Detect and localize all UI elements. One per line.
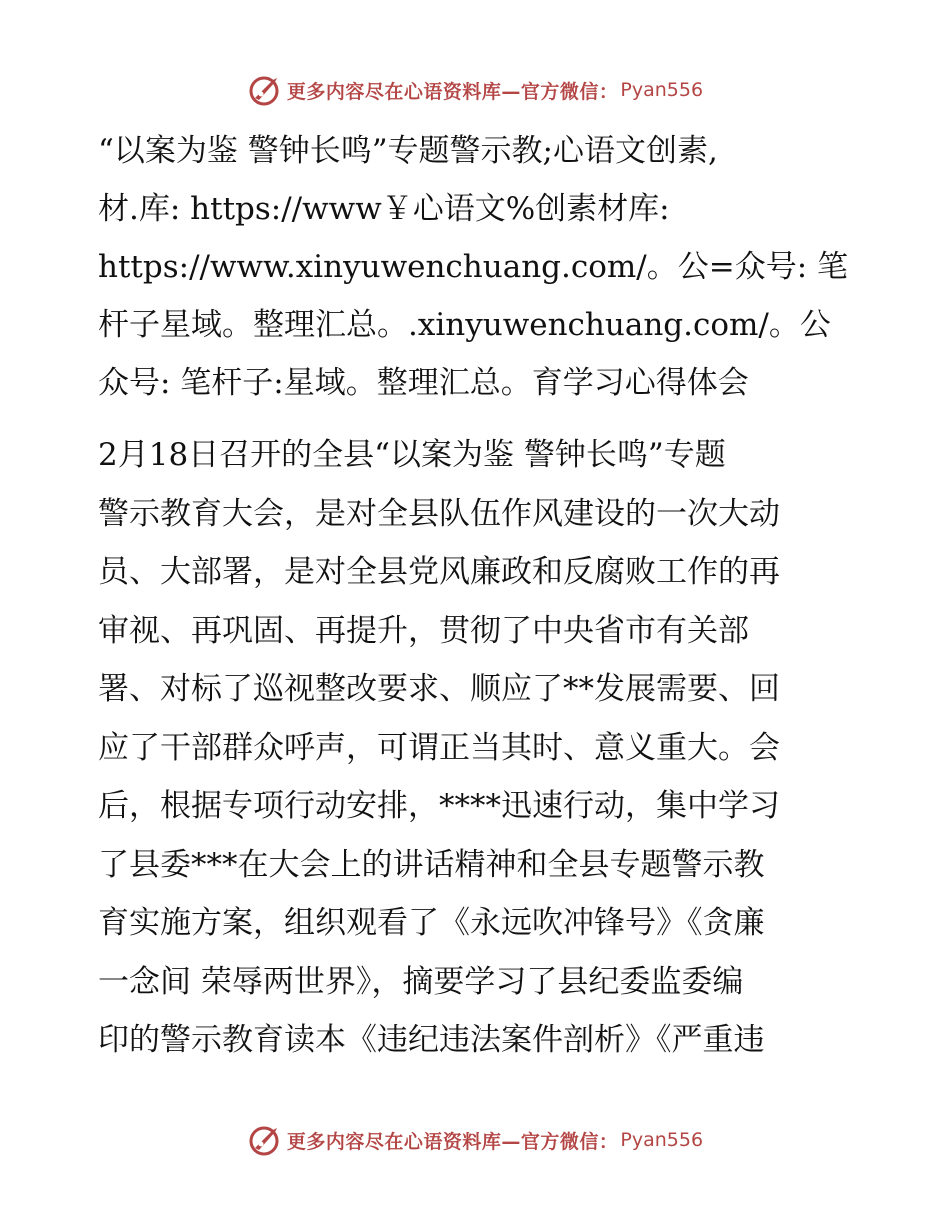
body-line: 印的警示教育读本《违纪违法案件剖析》《严重违: [98, 1022, 765, 1058]
quill-logo-icon: [247, 72, 283, 108]
document-title: [98, 122, 858, 412]
footer-banner: [0, 1120, 950, 1160]
body-line: 了县委***在大会上的讲话精神和全县专题警示教: [98, 846, 765, 883]
body-line: 警示教育大会，是对全县队伍作风建设的一次大动: [98, 495, 780, 532]
banner-contact: Pyan556: [620, 79, 704, 101]
body-line: 一念间 荣辱两世界》，摘要学习了县纪委监委编: [98, 963, 744, 1000]
body-line: 应了干部群众呼声，可谓正当其时、意义重大。会: [98, 729, 780, 766]
body-line: 员、大部署，是对全县党风廉政和反腐败工作的再: [98, 554, 780, 590]
title-line: 众号: 笔杆子:星域。整理汇总。育学习心得体会: [98, 365, 749, 401]
title-line: 材.库: https://www￥心语文%创素材库:: [98, 191, 670, 227]
header-banner: [0, 70, 950, 110]
quill-logo-icon: [247, 1122, 283, 1158]
body-paragraph: [98, 426, 858, 1070]
body-line: 审视、再巩固、再提升，贯彻了中央省市有关部: [98, 612, 749, 649]
body-line: 后，根据专项行动安排，****迅速行动，集中学习: [98, 788, 780, 824]
title-line: 杆子星域。整理汇总。.xinyuwenchuang.com/。公: [98, 307, 831, 343]
title-line: https://www.xinyuwenchuang.com/。公=众号: 笔: [98, 249, 849, 285]
body-line: 育实施方案，组织观看了《永远吹冲锋号》《贪廉: [98, 905, 765, 941]
body-line: 署、对标了巡视整改要求、顺应了**发展需要、回: [98, 671, 780, 707]
title-line: “以案为鉴 警钟长鸣”专题警示教;心语文创素,: [98, 133, 718, 169]
banner-contact: Pyan556: [620, 1129, 704, 1151]
banner-text: 更多内容尽在心语资料库—官方微信：: [286, 80, 619, 103]
banner-text: 更多内容尽在心语资料库—官方微信：: [286, 1130, 619, 1153]
body-line: 2月18日召开的全县“以案为鉴 警钟长鸣”专题: [98, 437, 726, 473]
